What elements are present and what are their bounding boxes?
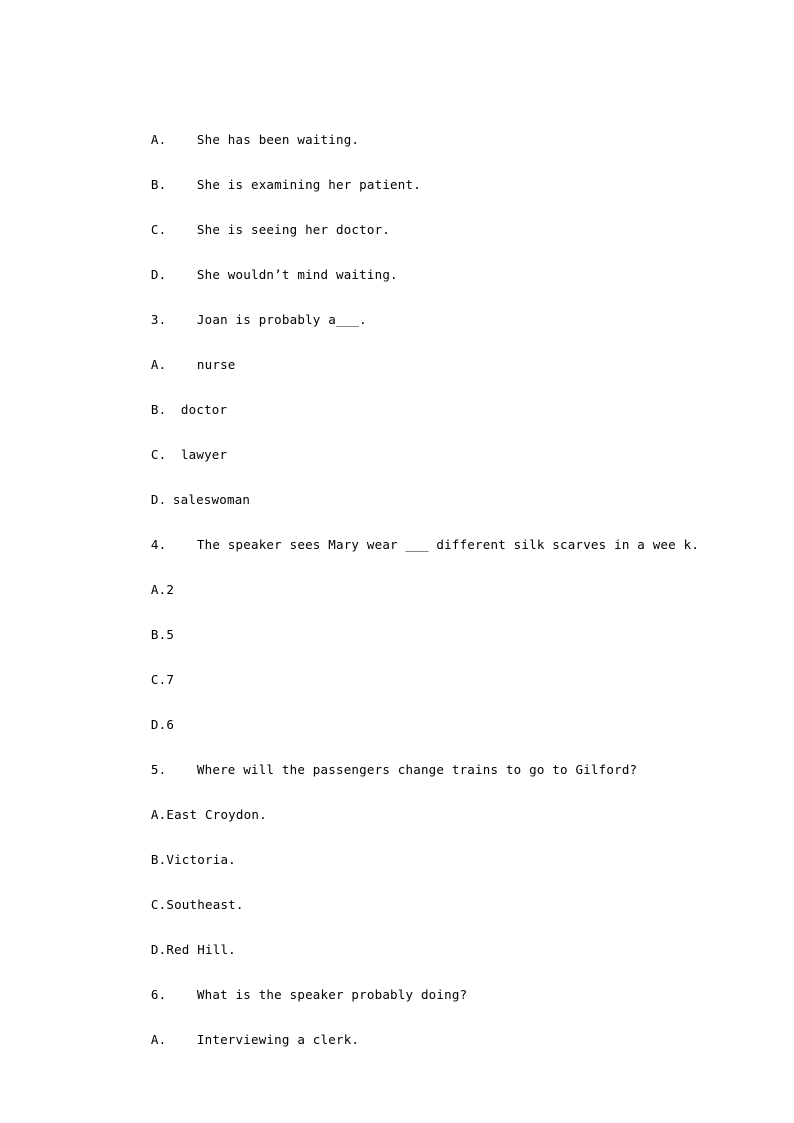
- option-line: [120, 920, 236, 957]
- question-text: The speaker sees Mary wear ___ different silk scarves in a wee k.: [196, 537, 700, 552]
- option-label: A.: [150, 132, 167, 147]
- option-text: saleswoman: [172, 492, 251, 507]
- option-text: 5: [166, 627, 175, 642]
- option-line: [120, 110, 360, 147]
- option-text: Red Hill.: [166, 942, 236, 957]
- option-text: Interviewing a clerk.: [196, 1032, 360, 1047]
- option-text: She is examining her patient.: [196, 177, 421, 192]
- question-line: [120, 965, 468, 1002]
- option-line: [120, 830, 236, 867]
- option-line: [120, 695, 175, 732]
- option-text: She wouldn’t mind waiting.: [196, 267, 398, 282]
- option-line: [120, 470, 251, 507]
- question-line: [120, 740, 638, 777]
- option-line: [120, 335, 236, 372]
- option-label: B.: [150, 177, 167, 192]
- option-label: C.: [150, 897, 167, 912]
- option-text: Southeast.: [166, 897, 244, 912]
- option-text: lawyer: [180, 447, 228, 462]
- option-text: 7: [166, 672, 175, 687]
- option-label: D.: [150, 717, 167, 732]
- question-text: What is the speaker probably doing?: [196, 987, 468, 1002]
- option-text: 6: [166, 717, 175, 732]
- option-text: She is seeing her doctor.: [196, 222, 391, 237]
- question-text: Joan is probably a___.: [196, 312, 367, 327]
- question-text: Where will the passengers change trains to go to Gilford?: [196, 762, 638, 777]
- question-number: 6.: [150, 987, 167, 1002]
- option-text: East Croydon.: [166, 807, 267, 822]
- option-label: A.: [150, 357, 167, 372]
- option-text: doctor: [180, 402, 228, 417]
- question-number: 3.: [150, 312, 167, 327]
- option-label: D.: [150, 492, 167, 507]
- option-label: C.: [150, 447, 167, 462]
- question-line: [120, 515, 700, 552]
- option-label: D.: [150, 942, 167, 957]
- option-label: C.: [150, 222, 167, 237]
- option-label: A.: [150, 582, 167, 597]
- option-label: C.: [150, 672, 167, 687]
- option-line: [120, 560, 175, 597]
- option-label: A.: [150, 807, 167, 822]
- option-line: [120, 1010, 360, 1047]
- option-line: [120, 380, 228, 417]
- option-text: nurse: [196, 357, 236, 372]
- option-text: Victoria.: [166, 852, 236, 867]
- option-label: B.: [150, 402, 167, 417]
- option-line: [120, 605, 175, 642]
- option-label: B.: [150, 852, 167, 867]
- option-text: 2: [166, 582, 175, 597]
- option-line: [120, 875, 244, 912]
- option-line: [120, 245, 398, 282]
- question-number: 4.: [150, 537, 167, 552]
- option-label: A.: [150, 1032, 167, 1047]
- option-text: She has been waiting.: [196, 132, 360, 147]
- option-line: [120, 155, 421, 192]
- question-number: 5.: [150, 762, 167, 777]
- option-line: [120, 200, 391, 237]
- option-line: [120, 425, 228, 462]
- option-label: B.: [150, 627, 167, 642]
- option-label: D.: [150, 267, 167, 282]
- question-line: [120, 290, 367, 327]
- option-line: [120, 785, 267, 822]
- option-line: [120, 650, 175, 687]
